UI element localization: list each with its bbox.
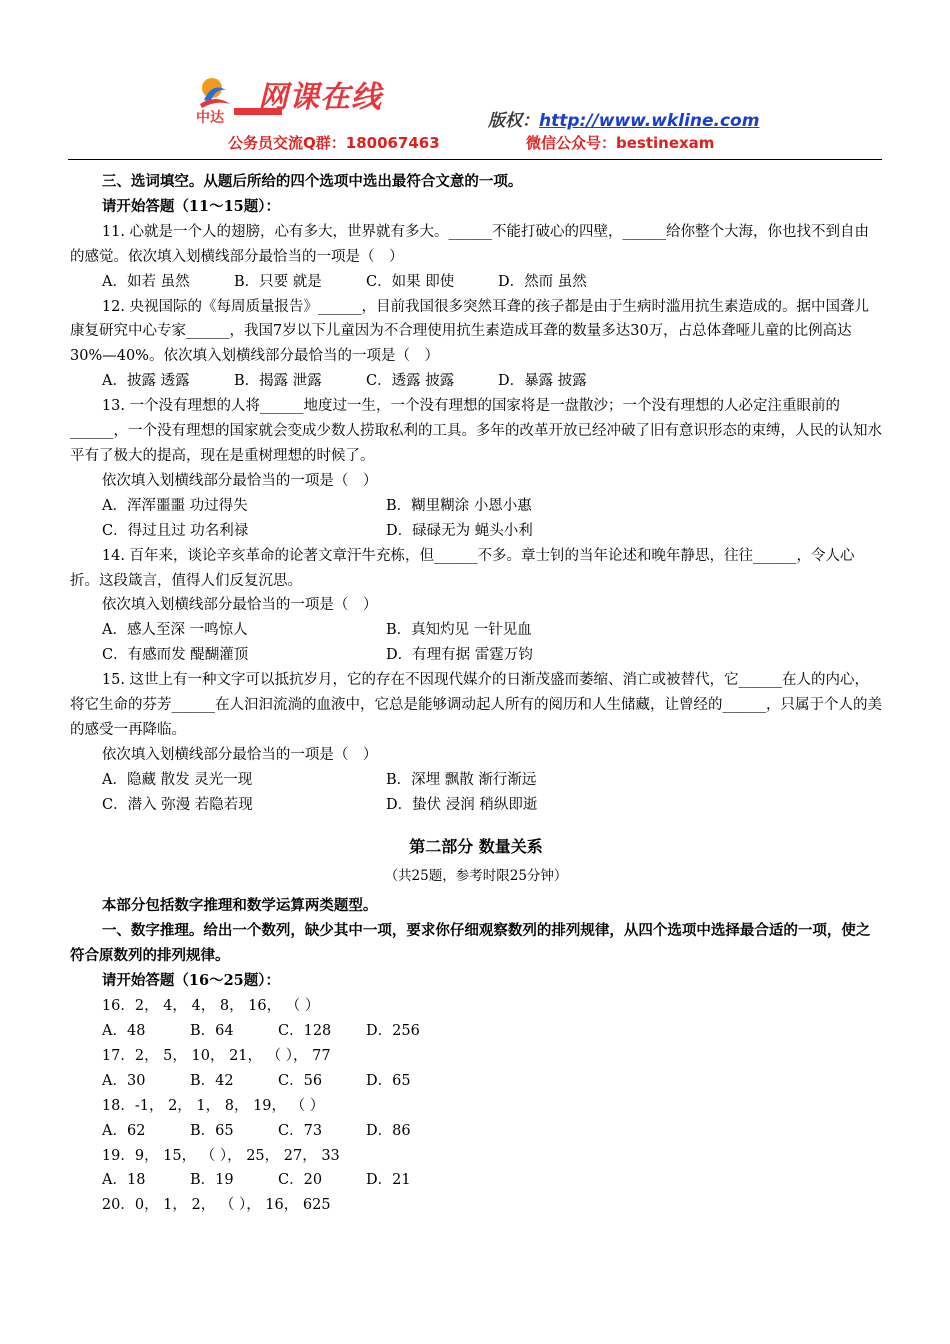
option-d: D．86 [366,1122,411,1139]
option-b: B．19 [190,1172,234,1189]
question-prompt: 依次填入划横线部分最恰当的一项是（ ） [101,746,378,763]
options-row [70,369,882,394]
question-14 [70,544,882,669]
question-text: 19．9， 15， （ ）， 25， 27， 33 [101,1147,340,1164]
question-16 [70,994,882,1044]
wechat-account: 微信公众号：bestinexam [526,134,715,152]
options-row [70,618,882,643]
option-c: C．潜入 弥漫 若隐若现 [102,796,253,813]
part2-title: 第二部分 数量关系 [409,836,543,856]
option-b: B．42 [190,1072,234,1089]
option-c: C．透露 披露 [366,373,455,390]
option-a: A．浑浑噩噩 功过得失 [102,497,248,514]
question-15 [70,668,882,817]
question-text: 11. 心就是一个人的翅膀，心有多大，世界就有多大。______不能打破心的四壁，______给你整个大海，你也找不到自由的感觉。依次填入划横线部分最恰当的一项是（ ） [70,223,870,265]
option-d: D．有理有据 雷霆万钧 [386,647,533,664]
part2-section1: 一、数字推理。给出一个数列，缺少其中一项，要求你仔细观察数列的排列规律，从四个选项中选择最合适的一项，使之符合原数列的排列规律。 [70,922,871,965]
option-d: D．蛰伏 浸润 稍纵即逝 [386,796,538,813]
option-c: C．得过且过 功名利禄 [102,522,249,539]
option-c: C．56 [278,1072,323,1089]
option-c: C．20 [278,1172,323,1189]
option-b: B．64 [190,1023,234,1039]
qq-group: 公务员交流Q群：180067463 [228,134,440,152]
question-12 [70,295,882,395]
option-a: A．隐藏 散发 灵光一现 [102,771,253,788]
options-row [70,519,882,544]
page-header [68,70,882,162]
option-a: A．30 [102,1072,146,1089]
option-d: D．然而 虽然 [498,273,587,290]
section3-start: 请开始答题（11～15题）： [101,197,280,215]
options-row [70,768,882,793]
option-c: C．有感而发 醍醐灌顶 [102,647,249,664]
question-prompt: 依次填入划横线部分最恰当的一项是（ ） [101,597,378,614]
question-text: 17．2， 5， 10， 21， （ ）， 77 [101,1047,331,1064]
option-c: C．73 [278,1122,323,1139]
options-row [70,793,882,818]
question-17 [70,1044,882,1094]
question-18 [70,1094,882,1144]
options-row [70,270,882,295]
question-text: 20．0， 1， 2， （ ）， 16， 625 [101,1197,331,1214]
option-b: B．糊里糊涂 小恩小惠 [386,497,532,514]
options-row [70,1168,882,1193]
option-b: B．深埋 飘散 渐行渐远 [386,771,537,788]
option-d: D．65 [366,1072,411,1089]
options-row [70,1119,882,1144]
header-divider [68,159,882,160]
part2-start: 请开始答题（16～25题）： [101,972,280,990]
logo-text: 中达 [196,110,224,124]
option-c: C．128 [278,1023,332,1039]
option-c: C．如果 即使 [366,273,455,290]
question-text: 18．-1， 2， 1， 8， 19， （ ） [101,1097,325,1114]
part2-intro: 本部分包括数字推理和数学运算两类题型。 [101,897,378,915]
option-b: B．揭露 泄露 [234,373,322,390]
option-b: B．65 [190,1122,234,1139]
question-text: 16．2， 4， 4， 8， 16， （ ） [101,998,320,1015]
option-a: A．如若 虽然 [102,273,190,290]
option-d: D．256 [366,1023,420,1039]
option-d: D．21 [366,1172,411,1189]
option-a: A．感人至深 一鸣惊人 [102,622,248,639]
question-text: 14. 百年来，谈论辛亥革命的论著文章汗牛充栋，但______不多。章士钊的当年论述和晚年静思，往往______，令人心折。这段箴言，值得人们反复沉思。 [70,547,855,589]
options-row [70,643,882,668]
question-text: 12. 央视国际的《每周质量报告》______，目前我国很多突然耳聋的孩子都是由于生病时滥用抗生素造成的。据中国聋儿康复研究中心专家______，我国7岁以下儿童因为不合理使用抗生素造成耳聋的数量多达30万，占总体聋哑儿童的比例高达30%—40%。依次填入划横线部分最恰当的一项是（ ） [70,298,870,365]
copyright-line [488,106,759,131]
question-13 [70,394,882,543]
options-row [70,1069,882,1094]
option-d: D．暴露 披露 [498,373,587,390]
options-row [70,494,882,519]
document-body [70,170,882,1218]
question-prompt: 依次填入划横线部分最恰当的一项是（ ） [101,472,378,489]
brand-name: 网课在线 [258,80,382,115]
option-a: A．18 [102,1172,146,1189]
part2-subtitle: （共25题，参考时限25分钟） [384,867,568,884]
question-20 [70,1193,882,1218]
copyright-label: 版权： [488,111,539,131]
option-a: A．48 [102,1023,146,1039]
option-b: B．真知灼见 一针见血 [386,622,532,639]
options-row [70,1019,882,1044]
option-b: B．只要 就是 [234,273,322,290]
question-text: 13. 一个没有理想的人将______地度过一生，一个没有理想的国家将是一盘散沙；一个没有理想的人必定注重眼前的______，一个没有理想的国家就会变成少数人捞取私利的工具。多年的改革开放已经冲破了旧有意识形态的束缚，人民的认知水平有了极大的提高，现在是重树理想的时候了。 [70,398,882,464]
question-19 [70,1144,882,1194]
option-a: A．披露 透露 [102,373,190,390]
option-a: A．62 [102,1122,146,1139]
question-11 [70,220,882,295]
copyright-url[interactable]: http://www.wkline.com [539,111,760,131]
question-text: 15. 这世上有一种文字可以抵抗岁月，它的存在不因现代媒介的日渐茂盛而萎缩、消亡或被替代，它______在人的内心，将它生命的芬芳______在人汩汩流淌的血液中，它总是能够调动起人所有的阅历和人生储藏，让曾经的______，只属于个人的美的感受一再降临。 [70,672,882,738]
option-d: D．碌碌无为 蝇头小利 [386,522,533,539]
section3-heading: 三、选词填空。从题后所给的四个选项中选出最符合文意的一项。 [101,173,523,190]
